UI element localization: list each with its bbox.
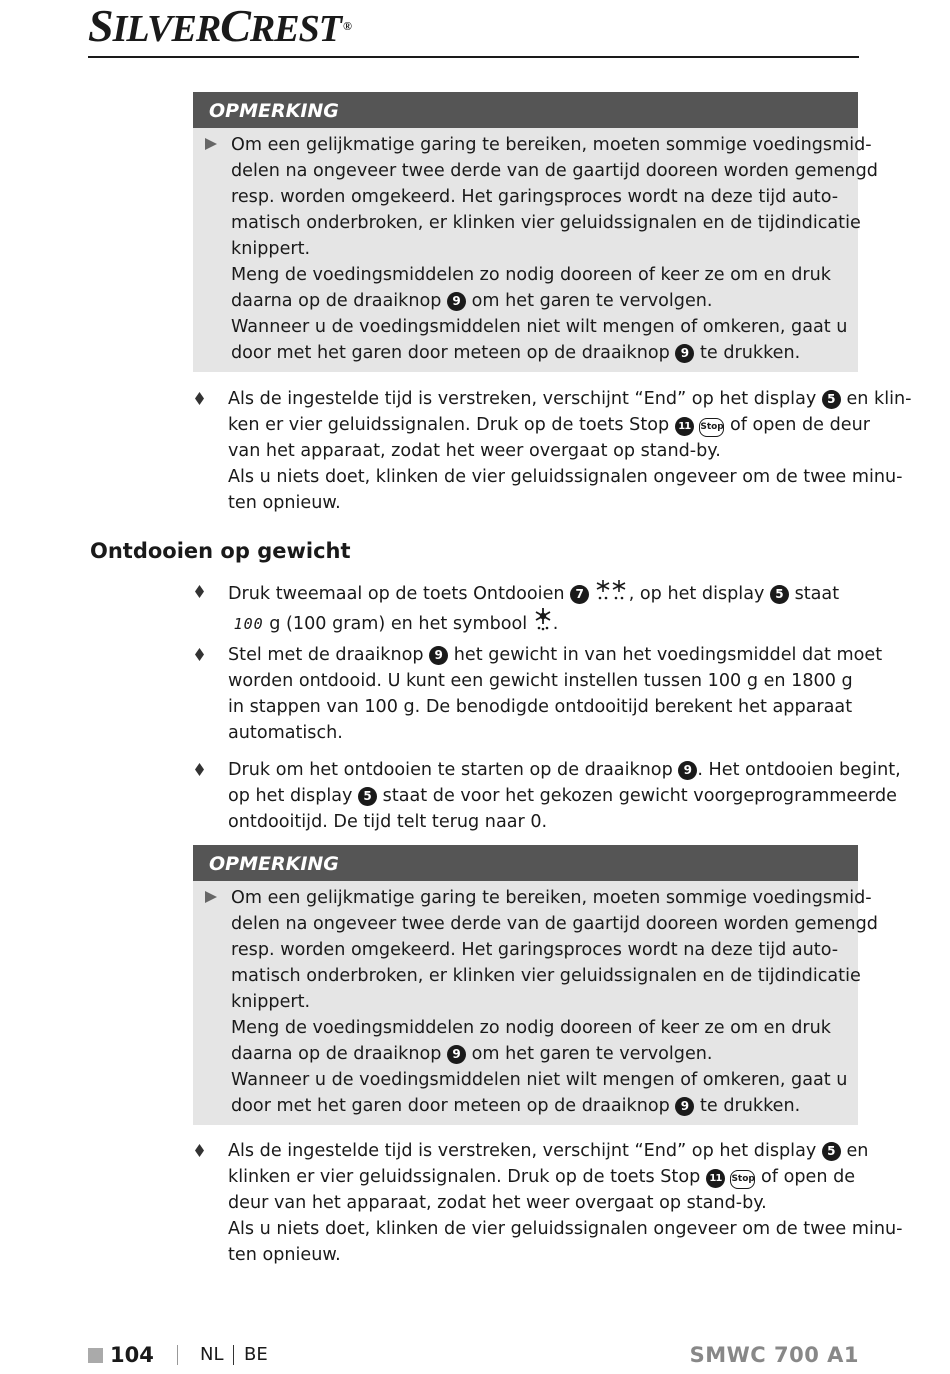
ref-9-icon: 9 (447, 292, 466, 311)
note-line: knippert. (231, 992, 311, 1012)
page-number: 104 (110, 1343, 154, 1367)
divider (177, 1345, 178, 1365)
list-item: Druk om het ontdooien te starten op de draaiknop 9 . Het ontdooien begint, op het display 5 staat de voor het gekozen gewicht voorgeprogrammeerde ontdooitijd. De tijd telt terug naar 0. (195, 757, 860, 835)
note-line: Wanneer u de voedingsmiddelen niet wilt mengen of omkeren, gaat u (231, 1070, 848, 1090)
model-number: SMWC 700 A1 (689, 1343, 859, 1367)
note-line: Om een gelijkmatige garing te bereiken, moeten sommige voedingsmid- (231, 888, 872, 908)
bullet-icon (195, 763, 204, 776)
ref-5-icon: 5 (822, 390, 841, 409)
note-line: matisch onderbroken, er klinken vier geluidssignalen en de tijdindicatie (231, 213, 861, 233)
bullet-icon (195, 648, 204, 661)
note-line: Meng de voedingsmiddelen zo nodig dooreen of keer ze om en druk (231, 1018, 831, 1038)
arrow-icon (205, 891, 217, 903)
ref-9-icon: 9 (675, 1097, 694, 1116)
ref-5-icon: 5 (358, 787, 377, 806)
arrow-icon (205, 138, 217, 150)
bullet-icon (195, 392, 204, 405)
header-rule (88, 56, 859, 58)
note-line: knippert. (231, 239, 311, 259)
ref-11-icon: 11 (675, 417, 694, 436)
brand-logo: SILVERCREST ® (88, 0, 351, 51)
note-line: resp. worden omgekeerd. Het garingsproces wordt na deze tijd auto- (231, 940, 839, 960)
defrost-weight-icon (533, 607, 553, 631)
ref-9-icon: 9 (678, 761, 697, 780)
list-item: Als de ingestelde tijd is verstreken, verschijnt “End” op het display 5 en klin- ken er vier geluidssignalen. Druk op de toets Stop 11 Stop of open de deur van het apparaat, zodat het weer overgaat op stand-by. Als u niets doet, klinken de vier geluidssignalen ongeveer om de twee minu- ten opnieuw. (195, 386, 860, 516)
note-line: daarna op de draaiknop 9 om het garen te vervolgen. (231, 1044, 713, 1064)
list-item: Stel met de draaiknop 9 het gewicht in van het voedingsmiddel dat moet worden ontdooid. U kunt een gewicht instellen tussen 100 g en 1800 g in stappen van 100 g. De benodigde ontdooitijd berekent het apparaat automatisch. (195, 642, 860, 746)
list-item: Als de ingestelde tijd is verstreken, verschijnt “End” op het display 5 en klinken er vier geluidssignalen. Druk op de toets Stop 11 Stop of open de deur van het apparaat, zodat het weer overgaat op stand-by. Als u niets doet, klinken de vier geluidssignalen ongeveer om de twee minu- ten opnieuw. (195, 1138, 860, 1268)
note-title: OPMERKING (193, 845, 858, 881)
note-line: Om een gelijkmatige garing te bereiken, moeten sommige voedingsmid- (231, 135, 872, 155)
section-heading: Ontdooien op gewicht (90, 539, 351, 563)
language-code: NL (200, 1344, 224, 1365)
stop-button-icon: Stop (730, 1170, 755, 1189)
note-line: matisch onderbroken, er klinken vier geluidssignalen en de tijdindicatie (231, 966, 861, 986)
note-title: OPMERKING (193, 92, 858, 128)
divider (233, 1345, 234, 1365)
note-box-1 (193, 92, 878, 372)
ref-9-icon: 9 (447, 1045, 466, 1064)
list-item: Druk tweemaal op de toets Ontdooien 7 , op het display 5 staat 100 g (100 gram) en het symbool . (195, 579, 860, 637)
bullet-icon (195, 1144, 204, 1157)
note-line: door met het garen door meteen op de draaiknop 9 te drukken. (231, 1096, 801, 1116)
note-line: Wanneer u de voedingsmiddelen niet wilt mengen of omkeren, gaat u (231, 317, 848, 337)
ref-9-icon: 9 (675, 344, 694, 363)
note-line: Meng de voedingsmiddelen zo nodig dooreen of keer ze om en druk (231, 265, 831, 285)
note-line: daarna op de draaiknop 9 om het garen te vervolgen. (231, 291, 713, 311)
ref-5-icon: 5 (822, 1142, 841, 1161)
page-footer (88, 1340, 859, 1370)
defrost-icon (595, 579, 629, 601)
note-box-2 (193, 845, 878, 1125)
note-line: delen na ongeveer twee derde van de gaartijd dooreen worden gemengd (231, 914, 878, 934)
page-marker-icon (88, 1348, 103, 1363)
language-code: BE (244, 1344, 268, 1365)
ref-11-icon: 11 (706, 1169, 725, 1188)
note-line: delen na ongeveer twee derde van de gaartijd dooreen worden gemengd (231, 161, 878, 181)
ref-5-icon: 5 (770, 585, 789, 604)
ref-9-icon: 9 (429, 646, 448, 665)
bullet-icon (195, 585, 204, 598)
note-line: door met het garen door meteen op de draaiknop 9 te drukken. (231, 343, 801, 363)
stop-button-icon: Stop (699, 418, 724, 437)
ref-7-icon: 7 (570, 585, 589, 604)
lcd-digits: 100 (233, 615, 264, 633)
note-line: resp. worden omgekeerd. Het garingsproces wordt na deze tijd auto- (231, 187, 839, 207)
